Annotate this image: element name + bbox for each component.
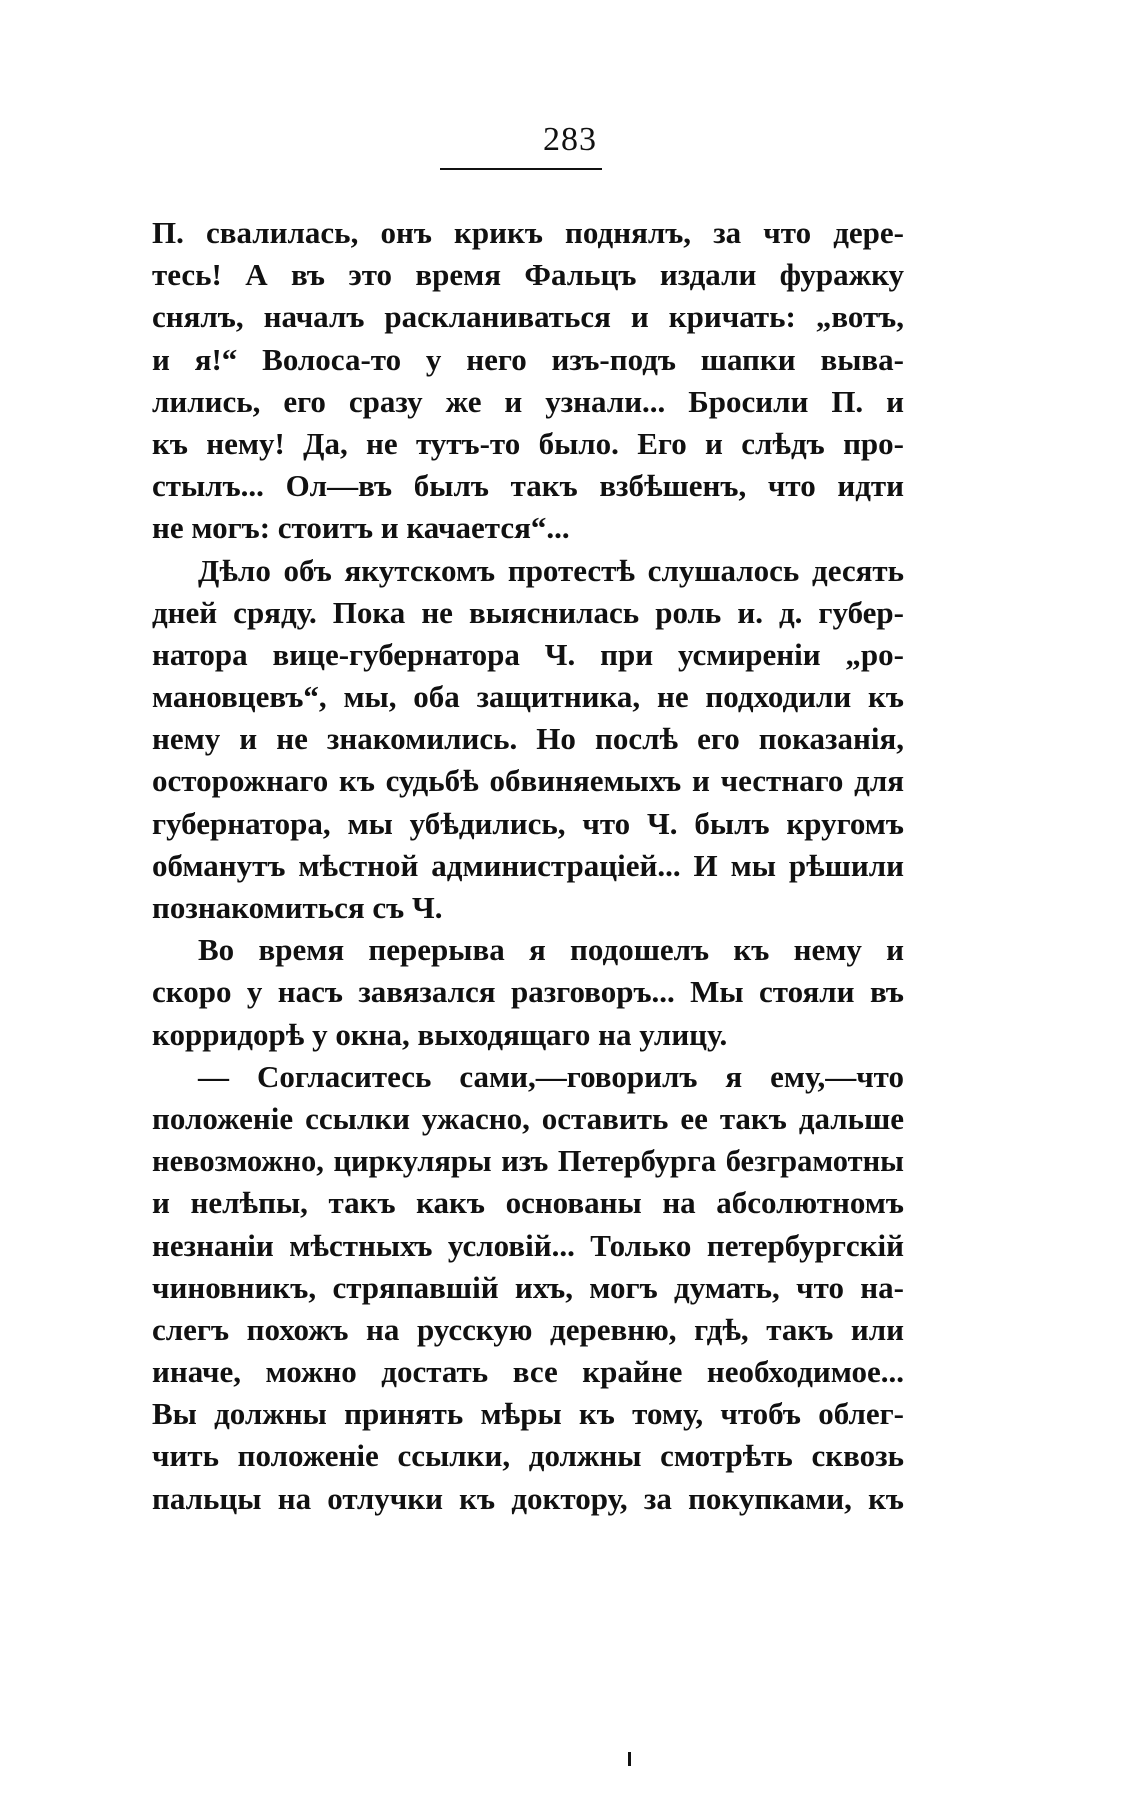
printer-mark (628, 1752, 631, 1766)
paragraph-start-line: Дѣло объ якутскомъ протестѣ слушалось десять (198, 552, 904, 588)
page-number: 283 (543, 121, 597, 158)
text-line: натора вице-губернатора Ч. при усмиреніи „ро- (152, 636, 904, 672)
text-line: стылъ... Ол—въ былъ такъ взбѣшенъ, что идти (152, 468, 904, 504)
text-line: Вы должны принять мѣры къ тому, чтобъ облег- (152, 1396, 904, 1432)
text-line: снялъ, началъ раскланиваться и кричать: „вотъ, (152, 299, 904, 335)
text-line: скоро у насъ завязался разговоръ... Мы стояли въ (152, 974, 904, 1010)
text-line: къ нему! Да, не тутъ-то было. Его и слѣдъ про- (152, 425, 904, 461)
text-line: мановцевъ“, мы, оба защитника, не подходили къ (152, 679, 904, 715)
text-line: обманутъ мѣстной администраціей... И мы рѣшили (152, 847, 904, 883)
paragraph-start-line: Во время перерыва я подошелъ къ нему и (198, 932, 904, 968)
text-line: дней сряду. Пока не выяснилась роль и. д. губер- (152, 594, 904, 630)
text-line: познакомиться съ Ч. (152, 890, 443, 925)
text-line: не могъ: стоитъ и качается“... (152, 510, 570, 546)
text-line: тесь! А въ это время Фальцъ издали фуражку (152, 257, 904, 293)
body-text (152, 212, 904, 1520)
text-line: пальцы на отлучки къ доктору, за покупками, къ (152, 1480, 904, 1516)
text-line: невозможно, циркуляры изъ Петербурга безграмотны (152, 1144, 904, 1179)
text-line: слегъ похожъ на русскую деревню, гдѣ, такъ или (152, 1311, 904, 1347)
text-line: положеніе ссылки ужасно, оставить ее такъ дальше (152, 1100, 904, 1136)
text-line: корридорѣ у окна, выходящаго на улицу. (152, 1016, 728, 1052)
text-line: нему и не знакомились. Но послѣ его показанія, (152, 721, 904, 757)
text-line: и нелѣпы, такъ какъ основаны на абсолютномъ (152, 1185, 904, 1221)
text-line: иначе, можно достать все крайне необходимое... (152, 1354, 904, 1390)
text-line: губернатора, мы убѣдились, что Ч. былъ кругомъ (152, 805, 904, 841)
text-line: П. свалилась, онъ крикъ поднялъ, за что дере- (152, 215, 904, 250)
text-line: лились, его сразу же и узнали... Бросили П. и (152, 383, 904, 419)
text-line: чиновникъ, стряпавшій ихъ, могъ думать, что на- (152, 1269, 904, 1305)
text-line: незнаніи мѣстныхъ условій... Только петербургскій (152, 1227, 904, 1263)
text-line: чить положеніе ссылки, должны смотрѣть сквозь (152, 1438, 904, 1474)
text-line: и я!“ Волоса-то у него изъ-подъ шапки выва- (152, 341, 904, 377)
paragraph-start-line: — Согласитесь сами,—говорилъ я ему,—что (198, 1058, 904, 1094)
header-rule (440, 168, 602, 170)
text-line: осторожнаго къ судьбѣ обвиняемыхъ и честнаго для (152, 763, 904, 799)
